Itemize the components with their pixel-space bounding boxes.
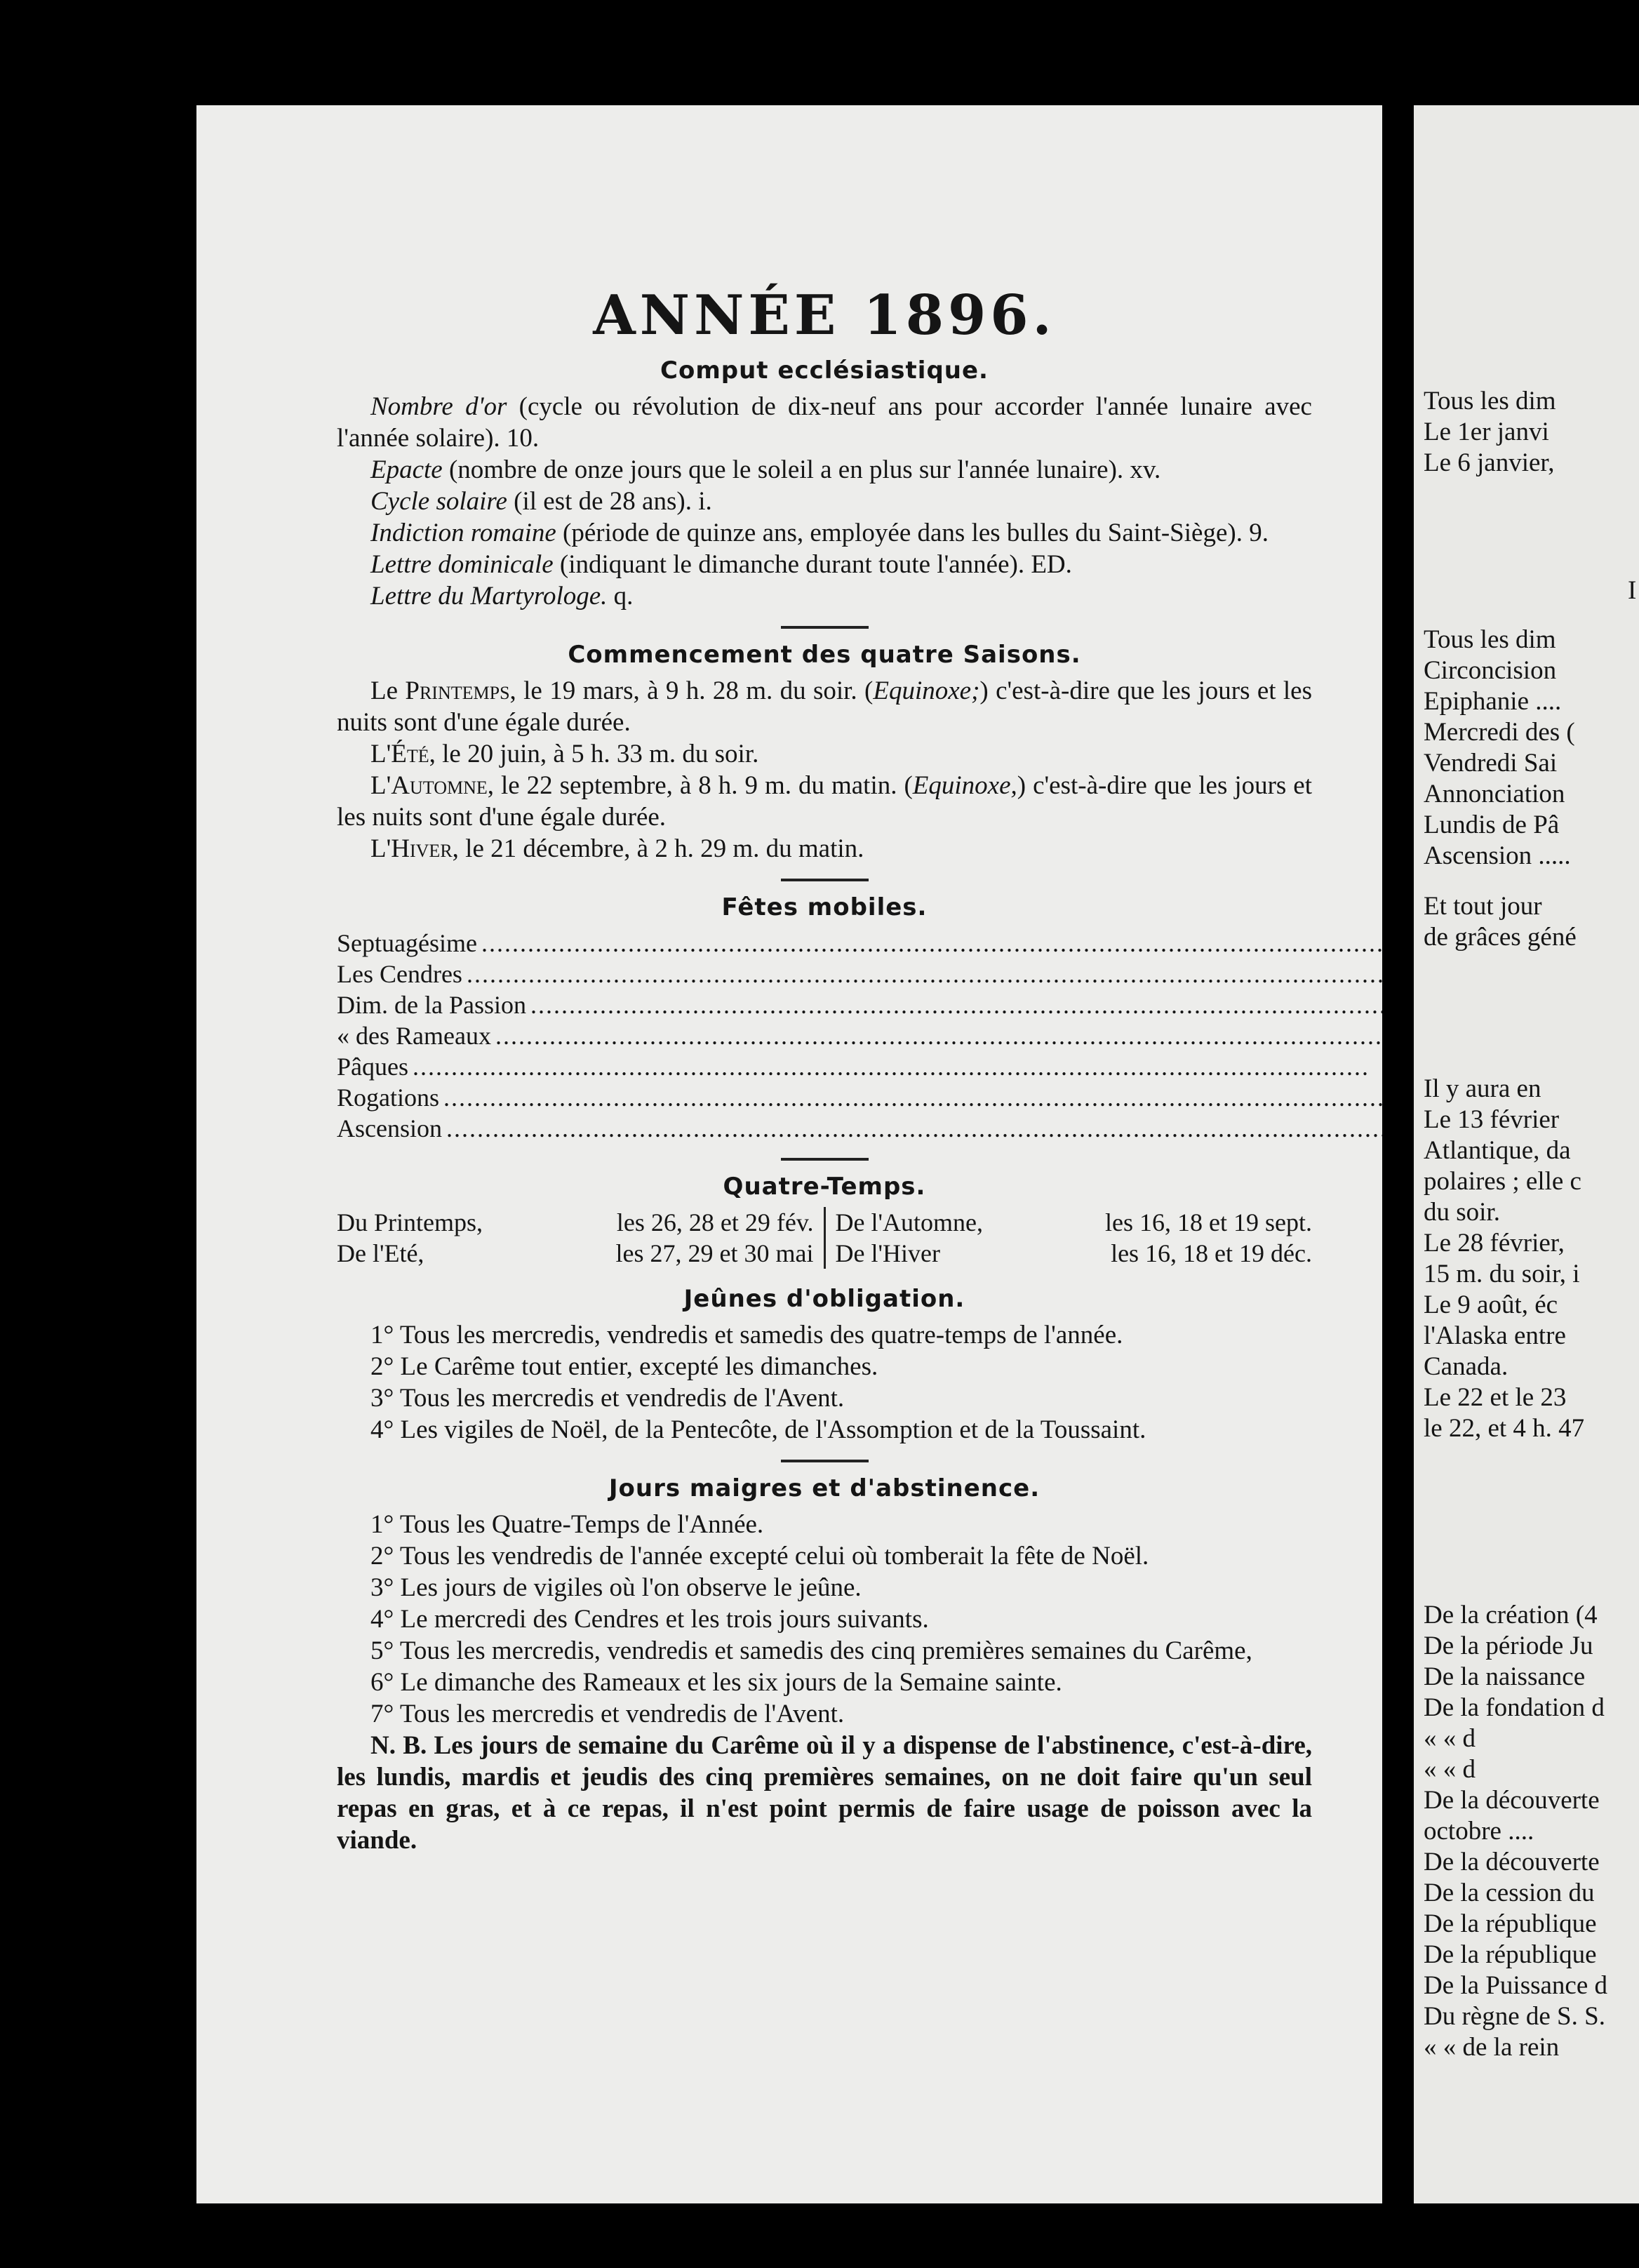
saison-printemps: Le Printemps, le 19 mars, à 9 h. 28 m. du soir. (Equinoxe;) c'est-à-dire que les jours et les nuits sont d'une égale durée. bbox=[337, 676, 1312, 737]
jeune-item: 4° Les vigiles de Noël, de la Pentecôte, de l'Assomption et de la Toussaint. bbox=[370, 1415, 1146, 1444]
right-block-3 bbox=[1424, 625, 1639, 872]
cycle-solaire: Cycle solaire (il est de 28 ans). i. bbox=[370, 487, 712, 516]
page-title: ANNÉE 1896. bbox=[593, 284, 1056, 347]
right-line: de grâces géné bbox=[1424, 923, 1577, 952]
fete-row: Pâques ..... bbox=[337, 1051, 1382, 1082]
right-line: Le 1er janvi bbox=[1424, 418, 1549, 446]
nota-bene: N. B. Les jours de semaine du Carême où il y a dispense de l'abstinence, c'est-à-dire, les lundis, mardis et jeudis des cinq premières semaines, on ne doit faire qu'un seul repas en gras, et à ce repas, il n'est point permis de faire usage de poisson avec la viande. bbox=[337, 1731, 1312, 1855]
right-block-2 bbox=[1628, 575, 1639, 606]
jeunes-heading: Jeûnes d'obligation. bbox=[683, 1285, 965, 1313]
right-line: Le 22 et le 23 bbox=[1424, 1383, 1567, 1412]
quatre-temps-right bbox=[826, 1207, 1313, 1269]
right-line: Annonciation bbox=[1424, 780, 1565, 808]
right-line: Atlantique, da bbox=[1424, 1136, 1571, 1165]
right-block-5 bbox=[1424, 1074, 1639, 1444]
right-line: De la Puissance d bbox=[1424, 1971, 1608, 2000]
right-line: Le 28 février, bbox=[1424, 1229, 1565, 1258]
left-page bbox=[196, 105, 1382, 2203]
right-line: De la république bbox=[1424, 1909, 1597, 1938]
maigre-item: 2° Tous les vendredis de l'année excepté celui où tomberait la fête de Noël. bbox=[370, 1542, 1149, 1570]
fete-row: Rogations ..... bbox=[337, 1082, 1382, 1113]
maigre-item: 3° Les jours de vigiles où l'on observe le jeûne. bbox=[370, 1573, 862, 1602]
lettre-dominicale: Lettre dominicale (indiquant le dimanche durant toute l'année). ED. bbox=[370, 550, 1072, 579]
quatre-temps-row: De l'Hiver les 16, 18 et 19 déc. bbox=[835, 1239, 1312, 1267]
fete-row: Les Cendres ..... bbox=[337, 959, 1382, 989]
right-line: Vendredi Sai bbox=[1424, 749, 1558, 778]
maigre-item: 1° Tous les Quatre-Temps de l'Année. bbox=[370, 1510, 764, 1539]
divider bbox=[781, 1460, 869, 1462]
right-line: De la fondation d bbox=[1424, 1693, 1605, 1722]
right-line: Il y aura en bbox=[1424, 1074, 1541, 1103]
divider bbox=[781, 1158, 869, 1161]
right-line: l'Alaska entre bbox=[1424, 1321, 1566, 1350]
fete-row: « des Rameaux ..... bbox=[337, 1020, 1382, 1051]
page-content bbox=[337, 284, 1312, 1856]
quatre-temps-heading: Quatre-Temps. bbox=[723, 1173, 926, 1201]
right-line: I bbox=[1628, 576, 1637, 605]
saison-hiver: L'Hiver, le 21 décembre, à 2 h. 29 m. du matin. bbox=[370, 834, 864, 863]
fete-row: Dim. de la Passion ..... bbox=[337, 989, 1382, 1020]
indiction-romaine: Indiction romaine (période de quinze ans, employée dans les bulles du Saint-Siège). 9. bbox=[370, 519, 1269, 547]
right-line: De la cession du bbox=[1424, 1879, 1595, 1907]
right-block-6 bbox=[1424, 1600, 1639, 2063]
fetes-table bbox=[337, 928, 1312, 1144]
quatre-temps-row: De l'Eté, les 27, 29 et 30 mai bbox=[337, 1239, 814, 1267]
right-line: Mercredi des ( bbox=[1424, 718, 1575, 747]
right-line: 15 m. du soir, i bbox=[1424, 1260, 1580, 1288]
maigre-item: 5° Tous les mercredis, vendredis et samedis des cinq premières semaines du Carême, bbox=[370, 1636, 1252, 1665]
right-line: De la découverte bbox=[1424, 1786, 1600, 1815]
right-line: octobre .... bbox=[1424, 1817, 1534, 1846]
saison-automne: L'Automne, le 22 septembre, à 8 h. 9 m. du matin. (Equinoxe,) c'est-à-dire que les jours et les nuits sont d'une égale durée. bbox=[337, 771, 1312, 832]
saisons-heading: Commencement des quatre Saisons. bbox=[568, 641, 1081, 669]
lettre-martyrologe: Lettre du Martyrologe. q. bbox=[370, 582, 634, 611]
right-line: Circoncision bbox=[1424, 656, 1557, 685]
right-line: Tous les dim bbox=[1424, 625, 1556, 654]
jeune-item: 3° Tous les mercredis et vendredis de l'Avent. bbox=[370, 1384, 845, 1413]
right-line: Lundis de Pâ bbox=[1424, 811, 1560, 839]
divider bbox=[781, 879, 869, 881]
comput-heading: Comput ecclésiastique. bbox=[660, 356, 989, 385]
divider bbox=[781, 626, 869, 629]
fete-row: Ascension ..... bbox=[337, 1113, 1382, 1144]
quatre-temps-row: Du Printemps, les 26, 28 et 29 fév. bbox=[337, 1208, 814, 1236]
maigre-item: 6° Le dimanche des Rameaux et les six jours de la Semaine sainte. bbox=[370, 1668, 1062, 1697]
jeune-item: 1° Tous les mercredis, vendredis et samedis des quatre-temps de l'année. bbox=[370, 1321, 1123, 1349]
jeune-item: 2° Le Carême tout entier, excepté les dimanches. bbox=[370, 1352, 878, 1381]
fetes-heading: Fêtes mobiles. bbox=[721, 893, 928, 921]
quatre-temps-left bbox=[337, 1207, 826, 1269]
epacte: Epacte (nombre de onze jours que le soleil a en plus sur l'année lunaire). xv. bbox=[370, 455, 1161, 484]
right-line: Canada. bbox=[1424, 1352, 1508, 1381]
fete-row: Septuagésime ..... bbox=[337, 928, 1382, 959]
right-line: polaires ; elle c bbox=[1424, 1167, 1581, 1196]
right-block-4 bbox=[1424, 891, 1639, 953]
maigre-item: 7° Tous les mercredis et vendredis de l'Avent. bbox=[370, 1700, 845, 1728]
saison-ete: L'Été, le 20 juin, à 5 h. 33 m. du soir. bbox=[370, 740, 759, 768]
nombre-d-or: Nombre d'or (cycle ou révolution de dix-neuf ans pour accorder l'année lunaire avec l'année solaire). 10. bbox=[337, 392, 1312, 453]
maigres-heading: Jours maigres et d'abstinence. bbox=[608, 1474, 1041, 1502]
right-line: « « d bbox=[1424, 1724, 1476, 1753]
right-line: De la république bbox=[1424, 1940, 1597, 1969]
right-block-1 bbox=[1424, 386, 1639, 479]
quatre-temps-row: De l'Automne, les 16, 18 et 19 sept. bbox=[835, 1208, 1312, 1236]
right-line: Le 9 août, éc bbox=[1424, 1290, 1558, 1319]
right-line: le 22, et 4 h. 47 bbox=[1424, 1414, 1585, 1443]
right-line: du soir. bbox=[1424, 1198, 1500, 1227]
right-line: De la création (4 bbox=[1424, 1601, 1598, 1629]
fetes-left-column bbox=[337, 928, 1382, 1144]
right-line: Du règne de S. S. bbox=[1424, 2002, 1605, 2031]
right-line: Et tout jour bbox=[1424, 892, 1542, 921]
right-line: « « de la rein bbox=[1424, 2033, 1560, 2062]
right-line: De la découverte bbox=[1424, 1848, 1600, 1876]
quatre-temps-table bbox=[337, 1207, 1312, 1269]
right-line: Le 13 février bbox=[1424, 1105, 1560, 1134]
right-line: De la période Ju bbox=[1424, 1632, 1593, 1660]
right-line: Tous les dim bbox=[1424, 387, 1556, 415]
right-line: Le 6 janvier, bbox=[1424, 448, 1555, 477]
maigre-item: 4° Le mercredi des Cendres et les trois jours suivants. bbox=[370, 1605, 929, 1634]
right-page-fragment bbox=[1414, 105, 1639, 2203]
right-line: Epiphanie .... bbox=[1424, 687, 1562, 716]
right-line: Ascension ..... bbox=[1424, 841, 1571, 870]
right-line: « « d bbox=[1424, 1755, 1476, 1784]
right-line: De la naissance bbox=[1424, 1662, 1586, 1691]
